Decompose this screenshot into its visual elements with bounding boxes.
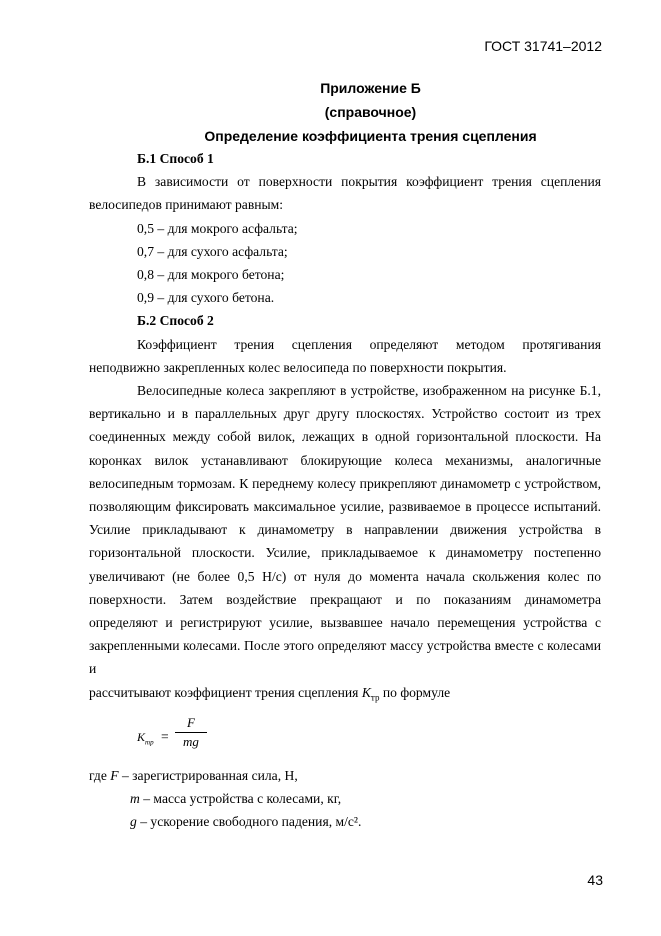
where-text: – масса устройства с колесами, кг, — [143, 790, 342, 806]
list-item: 0,7 – для сухого асфальта; — [137, 243, 288, 259]
page-number: 43 — [587, 872, 603, 888]
coefficient-subscript: тр — [370, 692, 380, 703]
formula-denominator: mg — [183, 733, 199, 749]
where-variable: F — [110, 767, 119, 783]
where-text: – ускорение свободного падения, м/с². — [140, 814, 362, 829]
formula-fraction — [175, 714, 207, 751]
coefficient-letter: K — [361, 684, 371, 700]
appendix-title: Приложение Б — [320, 80, 421, 96]
method2-paragraph-2-end — [89, 681, 601, 710]
paragraph-text: по формуле — [382, 684, 451, 700]
list-item: 0,9 – для сухого бетона. — [137, 290, 275, 306]
formula-lhs — [137, 726, 154, 755]
where-item — [89, 787, 601, 810]
fraction-bar — [175, 732, 207, 733]
where-item — [89, 764, 601, 787]
formula-numerator: F — [187, 714, 195, 730]
method2-paragraph-1: Коэффициент трения сцепления определяют методом протягивания неподвижно закрепленных колес велосипеда по поверхности покрытия. — [89, 336, 601, 375]
appendix-heading: Определение коэффициента трения сцепления — [204, 128, 537, 144]
method1-intro: В зависимости от поверхности покрытия коэффициент трения сцепления велосипедов принимают равным: — [89, 174, 601, 213]
method1-heading: Б.1 Способ 1 — [137, 151, 214, 166]
formula-lhs-subscript: тр — [145, 737, 154, 746]
where-item — [89, 810, 601, 833]
formula-equals: = — [161, 728, 169, 744]
list-item: 0,5 – для мокрого асфальта; — [137, 220, 298, 236]
formula-lhs-letter: K — [137, 729, 146, 744]
document-header: ГОСТ 31741–2012 — [484, 38, 602, 54]
appendix-subtitle: (справочное) — [324, 104, 417, 120]
where-prefix: где — [89, 767, 107, 783]
friction-formula — [89, 714, 601, 760]
method2-paragraph-2: Велосипедные колеса закрепляют в устройстве, изображенном на рисунке Б.1, вертикально и в параллельных друг другу плоскостях. Устройство состоит из трех соединенных между собой вилок, лежащих в одной горизонтальной плоскости. На коронках вилок устанавливают блокирующие колеса механизмы, аналогичные велосипедным тормозам. К переднему колесу прикрепляют динамометр с устройством, позволяющим фиксировать максимальное усилие, развиваемое в процессе испытаний. Усилие прикладывают к динамометру в направлении движения устройства в горизонтальной плоскости. Усилие, прикладываемое к динамометру постепенно увеличивают (не более 0,5 Н/с) от нуля до момента начала скольжения колес по поверхности. Затем воздействие прекращают и по показаниям динамометра определяют и регистрируют усилие, вызвавшее начало перемещения устройства с закрепленными колесами. После этого определяют массу устройства вместе с колесами и — [89, 383, 601, 677]
paragraph-text: рассчитывают коэффициент трения сцепления — [89, 684, 359, 700]
coefficient-symbol — [361, 684, 380, 703]
list-item: 0,8 – для мокрого бетона; — [137, 267, 285, 283]
where-variable: m — [130, 790, 140, 806]
where-text: – зарегистрированная сила, Н, — [121, 767, 298, 783]
method2-heading: Б.2 Способ 2 — [137, 313, 214, 329]
where-variable: g — [130, 814, 137, 829]
document-body — [89, 147, 601, 833]
